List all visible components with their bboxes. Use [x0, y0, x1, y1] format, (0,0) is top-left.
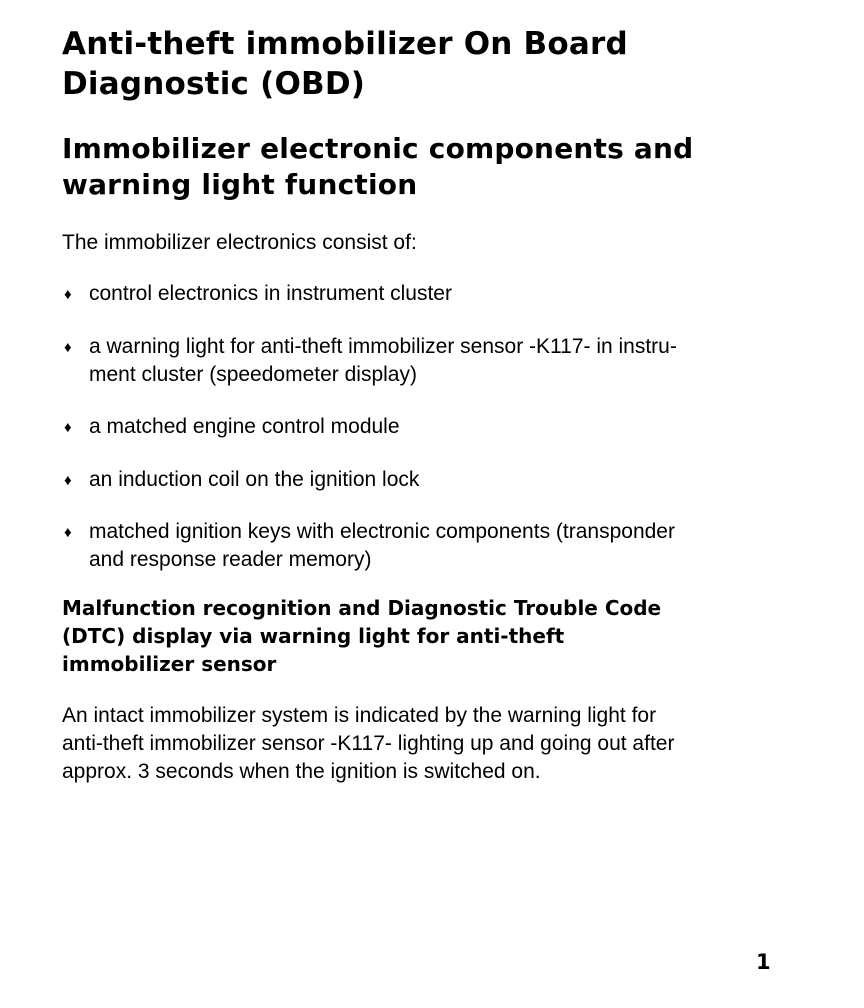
- page-title-line-1: Anti-theft immobilizer On Board: [62, 26, 628, 62]
- malfunction-heading: [62, 594, 802, 678]
- list-item-text: control electronics in instrument cluster: [89, 282, 452, 305]
- diamond-bullet-icon: ♦: [64, 472, 72, 489]
- body-paragraph-line-3: approx. 3 seconds when the ignition is switched on.: [62, 760, 541, 783]
- list-item: [62, 413, 802, 441]
- page-number: 1: [756, 950, 771, 974]
- malfunction-heading-line-3: immobilizer sensor: [62, 652, 277, 676]
- list-item: [62, 280, 802, 308]
- malfunction-heading-line-2: (DTC) display via warning light for anti-theft: [62, 624, 565, 648]
- list-item-text: matched ignition keys with electronic components (transponder: [89, 520, 675, 543]
- component-list: [62, 280, 802, 574]
- body-paragraph-line-2: anti-theft immobilizer sensor -K117- lighting up and going out after: [62, 732, 675, 755]
- page-title-line-2: Diagnostic (OBD): [62, 66, 366, 102]
- body-paragraph-line-1: An intact immobilizer system is indicated by the warning light for: [62, 704, 657, 727]
- section-title-line-2: warning light function: [62, 168, 418, 201]
- page-title: [62, 24, 822, 104]
- diamond-bullet-icon: ♦: [64, 339, 72, 356]
- list-item-text: ment cluster (speedometer display): [89, 363, 417, 386]
- list-item-text: an induction coil on the ignition lock: [89, 468, 420, 491]
- list-item-text: a warning light for anti-theft immobilizer sensor -K117- in instru-: [89, 335, 677, 358]
- intro-text: The immobilizer electronics consist of:: [62, 231, 417, 254]
- diamond-bullet-icon: ♦: [64, 286, 72, 303]
- list-item: [62, 333, 802, 389]
- diamond-bullet-icon: ♦: [64, 419, 72, 436]
- body-paragraph: [62, 702, 802, 786]
- section-title: [62, 131, 822, 203]
- list-item-text: and response reader memory): [89, 548, 372, 571]
- section-title-line-1: Immobilizer electronic components and: [62, 132, 694, 165]
- list-item-text: a matched engine control module: [89, 415, 400, 438]
- diamond-bullet-icon: ♦: [64, 524, 72, 541]
- list-item: [62, 518, 802, 574]
- list-item: [62, 466, 802, 494]
- malfunction-heading-line-1: Malfunction recognition and Diagnostic Trouble Code: [62, 596, 662, 620]
